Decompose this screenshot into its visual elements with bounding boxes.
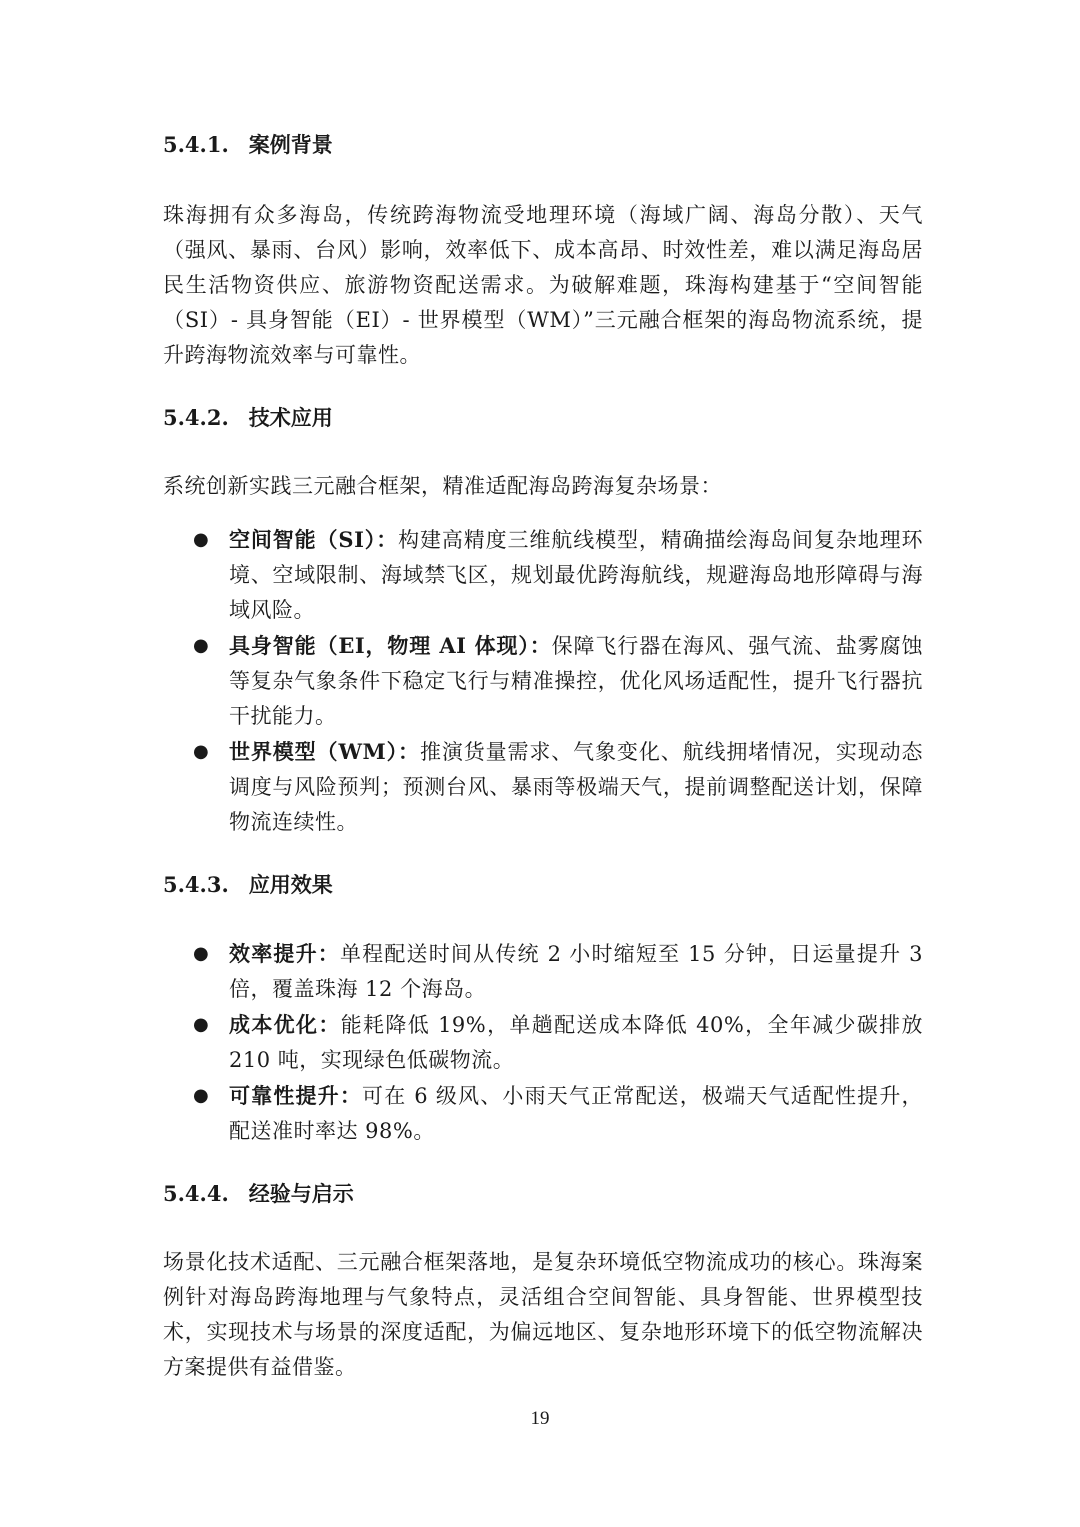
bullet-term: 成本优化： <box>229 1012 341 1037</box>
section-title: 应用效果 <box>248 872 333 897</box>
bullet-icon: ● <box>193 529 210 550</box>
bullet-text: 构建高精度三维航线模型，精确描绘海岛间复杂地理环境、空域限制、海域禁飞区，规划最优跨海航线，规避海岛地形障碍与海域风险。 <box>229 528 923 622</box>
section-heading-5-4-4 <box>163 1179 923 1209</box>
bullet-icon: ● <box>193 741 210 762</box>
list-item <box>163 936 923 1007</box>
bullet-list <box>163 936 923 1149</box>
document-page <box>163 118 923 1385</box>
bullet-text: 保障飞行器在海风、强气流、盐雾腐蚀等复杂气象条件下稳定飞行与精准操控，优化风场适配性，提升飞行器抗干扰能力。 <box>229 634 924 728</box>
section-heading-5-4-2 <box>163 403 923 433</box>
list-item <box>163 522 923 628</box>
section-number: 5.4.3. <box>163 872 229 897</box>
section-paragraph: 珠海拥有众多海岛，传统跨海物流受地理环境（海域广阔、海岛分散）、天气（强风、暴雨、台风）影响，效率低下、成本高昂、时效性差，难以满足海岛居民生活物资供应、旅游物资配送需求。为破解难题，珠海构建基于“空间智能（SI）- 具身智能（EI）- 世界模型（WM）”三元融合框架的海岛物流系统，提升跨海物流效率与可靠性。 <box>163 203 923 367</box>
bullet-icon: ● <box>193 1014 210 1035</box>
list-item <box>163 734 923 840</box>
section-number: 5.4.1. <box>163 132 229 157</box>
bullet-term: 具身智能（EI，物理 AI 体现）： <box>229 633 552 658</box>
bullet-icon: ● <box>193 1085 210 1106</box>
section-heading-5-4-1 <box>163 130 923 160</box>
bullet-text: 单程配送时间从传统 2 小时缩短至 15 分钟，日运量提升 3 倍，覆盖珠海 12 个海岛。 <box>229 942 923 1001</box>
section-number: 5.4.2. <box>163 405 229 430</box>
list-item <box>163 1078 923 1149</box>
bullet-term: 世界模型（WM）： <box>229 739 420 764</box>
list-item <box>163 628 923 734</box>
section-paragraph: 场景化技术适配、三元融合框架落地，是复杂环境低空物流成功的核心。珠海案例针对海岛跨海地理与气象特点，灵活组合空间智能、具身智能、世界模型技术，实现技术与场景的深度适配，为偏远地区、复杂地形环境下的低空物流解决方案提供有益借鉴。 <box>163 1250 923 1379</box>
bullet-text: 可在 6 级风、小雨天气正常配送，极端天气适配性提升，配送准时率达 98%。 <box>229 1084 923 1143</box>
bullet-text: 能耗降低 19%，单趟配送成本降低 40%，全年减少碳排放 210 吨，实现绿色低碳物流。 <box>229 1013 924 1072</box>
bullet-term: 效率提升： <box>229 941 340 966</box>
section-number: 5.4.4. <box>163 1181 229 1206</box>
bullet-text: 推演货量需求、气象变化、航线拥堵情况，实现动态调度与风险预判；预测台风、暴雨等极端天气，提前调整配送计划，保障物流连续性。 <box>229 740 923 834</box>
bullet-icon: ● <box>193 943 210 964</box>
section-heading-5-4-3 <box>163 870 923 900</box>
bullet-list <box>163 522 923 840</box>
bullet-icon: ● <box>193 635 210 656</box>
list-item <box>163 1007 923 1078</box>
section-title: 经验与启示 <box>248 1181 354 1206</box>
page-number: 19 <box>530 1408 550 1429</box>
bullet-term: 空间智能（SI）： <box>229 527 399 552</box>
section-title: 案例背景 <box>248 132 333 157</box>
section-intro: 系统创新实践三元融合框架，精准适配海岛跨海复杂场景： <box>163 474 722 498</box>
bullet-term: 可靠性提升： <box>229 1083 363 1108</box>
section-title: 技术应用 <box>248 405 333 430</box>
